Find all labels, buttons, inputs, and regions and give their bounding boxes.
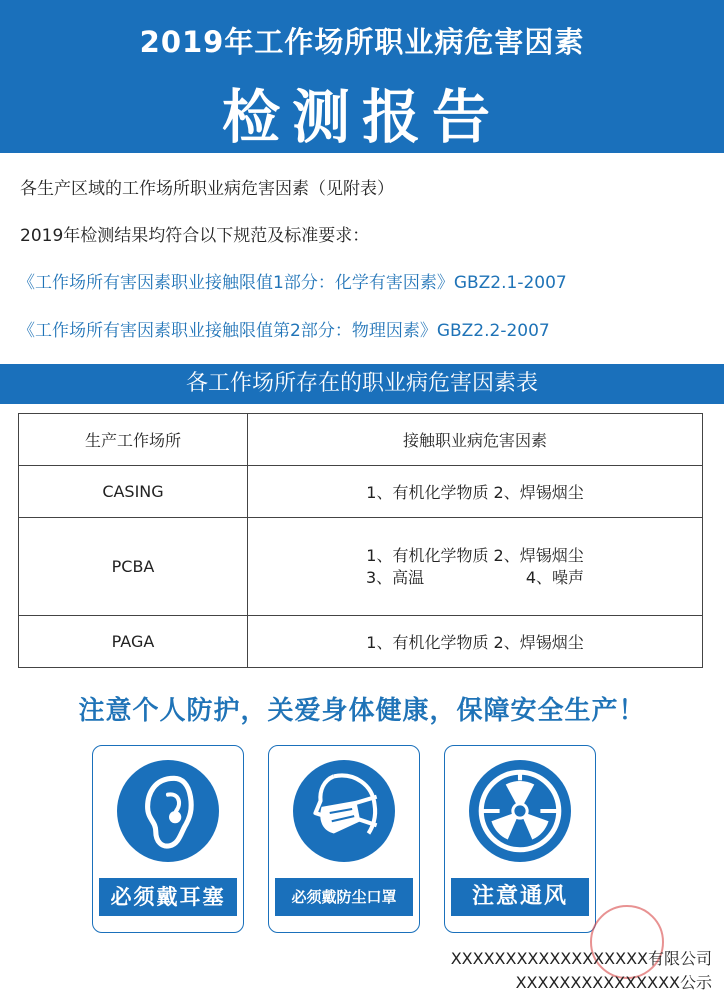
header-subtitle: 2019年工作场所职业病危害因素 xyxy=(139,25,585,59)
page-title: 检测报告 xyxy=(221,83,502,151)
header-hazard-factors: 接触职业病危害因素 xyxy=(248,414,703,466)
company-name: XXXXXXXXXXXXXXXXXX有限公司 xyxy=(450,949,712,968)
sign-dust-mask xyxy=(268,745,420,933)
ventilation-fan-icon xyxy=(469,760,571,862)
standard-chemical: 《工作场所有害因素职业接触限值1部分：化学有害因素》GBZ2.1-2007 xyxy=(18,273,567,293)
sign-ear-plugs xyxy=(92,745,244,933)
table-title-band: 各工作场所存在的职业病危害因素表 xyxy=(0,364,724,404)
workplace-cell: PAGA xyxy=(19,615,248,667)
table-row xyxy=(19,518,703,616)
sign-label: 必须戴防尘口罩 xyxy=(275,878,413,916)
company-notice: XXXXXXXXXXXXXXX公示 xyxy=(515,973,712,992)
intro-line-1: 各生产区域的工作场所职业病危害因素（见附表） xyxy=(20,179,394,199)
table-header-row xyxy=(19,414,703,466)
hazard-line: 1、有机化学物质 2、焊锡烟尘 xyxy=(366,545,584,565)
sign-circle xyxy=(293,760,395,862)
ear-icon xyxy=(117,760,219,862)
table-row xyxy=(19,615,703,667)
sign-ventilation xyxy=(444,745,596,933)
table-row xyxy=(19,466,703,518)
intro-line-2: 2019年检测结果均符合以下规范及标准要求： xyxy=(20,226,370,246)
standard-physical: 《工作场所有害因素职业接触限值第2部分：物理因素》GBZ2.2-2007 xyxy=(18,321,550,341)
header-banner xyxy=(0,0,724,153)
sign-circle xyxy=(117,760,219,862)
hazard-line: 3、高温 4、噪声 xyxy=(365,567,585,587)
header-workplace: 生产工作场所 xyxy=(19,414,248,466)
dust-mask-icon xyxy=(293,760,395,862)
hazard-cell: 1、有机化学物质 2、焊锡烟尘 xyxy=(248,466,703,518)
hazard-cell: 1、有机化学物质 2、焊锡烟尘 xyxy=(248,615,703,667)
workplace-cell: CASING xyxy=(19,466,248,518)
sign-label: 注意通风 xyxy=(451,878,589,916)
hazard-cell xyxy=(248,518,703,616)
safety-slogan: 注意个人防护，关爱身体健康，保障安全生产！ xyxy=(78,696,646,726)
sign-label: 必须戴耳塞 xyxy=(99,878,237,916)
hazard-table xyxy=(18,413,703,668)
sign-circle xyxy=(469,760,571,862)
workplace-cell: PCBA xyxy=(19,518,248,616)
